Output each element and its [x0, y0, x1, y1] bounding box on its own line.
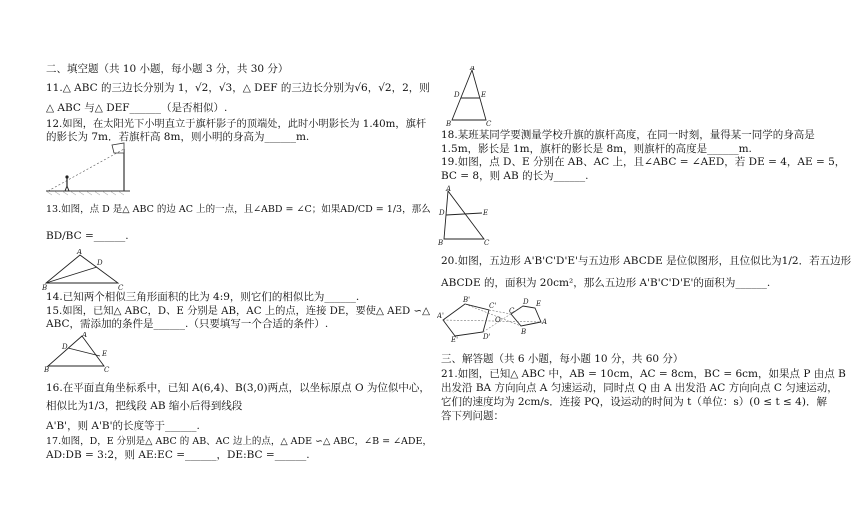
label-B: B [438, 239, 444, 247]
label-A: A [82, 332, 88, 339]
label-E: E [483, 209, 489, 217]
q17-line1: 17.如图，D，E 分别是△ ABC 的 AB、AC 边上的点，△ ADE ∽△ ABC，∠B = ∠ADE， [46, 436, 432, 447]
q16-line3: A'B'，则 A'B'的长度等于______. [46, 420, 200, 432]
q21-line2: 出发沿 BA 方向向点 A 匀速运动，同时点 Q 由 A 出发沿 AC 方向向点 C 匀速运动， [441, 382, 838, 394]
flagpole-figure [44, 141, 134, 197]
q19-line2: BC = 8，则 AB 的长为______. [441, 170, 589, 182]
q16-line2: 相似比为1/3，把线段 AB 缩小后得到线段 [46, 400, 243, 412]
q18-line1: 18.某班某同学要测量学校升旗的旗杆高度，在同一时刻，量得某一同学的身高是 [441, 129, 815, 141]
label-D: D [523, 298, 529, 306]
label-B: B [42, 284, 48, 291]
label-E: E [481, 91, 487, 99]
q12-line2: 的影长为 7m．若旗杆高 8m，则小明的身高为______m. [46, 131, 310, 143]
q17-line2: AD:DB = 3:2，则 AE:EC =______，DE:BC =______. [46, 449, 310, 461]
q21-line4: 答下列问题： [441, 410, 504, 422]
q15-line2: ABC，需添加的条件是______.（只要填写一个合适的条件）. [46, 318, 329, 330]
triangle-figure-17 [444, 66, 494, 126]
label-B: B [521, 328, 527, 336]
label-D: D [439, 209, 445, 217]
label-C: C [484, 239, 490, 247]
q11-line1: 11.△ ABC 的三边长分别为 1，√2，√3，△ DEF 的三边长分别为√6，√2，2，则 [46, 82, 430, 94]
label-D: D [454, 91, 460, 99]
label-C: C [104, 366, 110, 372]
label-A: A [470, 66, 476, 72]
q18-line2: 1.5m，影长是 1m，旗杆的影长是 8m，则旗杆的高度是______m. [441, 143, 752, 155]
label-B-prime: B' [463, 296, 471, 304]
label-O: O [495, 316, 501, 324]
label-A: A [446, 185, 452, 193]
label-C: C [509, 307, 515, 315]
q13-line2: BD/BC =______. [46, 230, 129, 242]
q14-line1: 14.已知两个相似三角形面积的比为 4:9，则它们的相似比为______. [46, 291, 360, 303]
label-A: A [77, 249, 83, 256]
q12-line1: 12.如图，在太阳光下小明直立于旗杆影子的顶端处，此时小明影长为 1.40m，旗杆 [46, 118, 427, 130]
triangle-figure-19 [438, 185, 494, 247]
q15-line1: 15.如图，已知△ ABC，D、E 分别是 AB，AC 上的点，连接 DE，要使△ AED ∽△ [46, 305, 430, 317]
q21-line3: 它们的速度均为 2cm/s．连接 PQ，设运动的时间为 t（单位：s）(0 ≤ t ≤ 4)．解 [441, 396, 827, 408]
label-A: A [542, 318, 548, 326]
label-D-prime: D' [483, 333, 491, 341]
label-C: C [118, 284, 124, 291]
section2-heading: 二、填空题（共 10 小题，每小题 3 分，共 30 分） [46, 63, 289, 75]
q20-line1: 20.如图，五边形 A'B'C'D'E'与五边形 ABCDE 是位似图形，且位似比为1/2．若五边形 [441, 255, 852, 267]
q11-line2: △ ABC 与△ DEF______（是否相似）. [46, 102, 228, 114]
label-E-prime: E' [451, 336, 459, 342]
label-A-prime: A' [437, 312, 444, 320]
q13-line1: 13.如图，点 D 是△ ABC 的边 AC 上的一点，且∠ABD = ∠C；如果AD/CD = 1/3，那么 [46, 204, 431, 215]
label-C-prime: C' [489, 302, 497, 310]
q20-line2: ABCDE 的，面积为 20cm²，那么五边形 A'B'C'D'E'的面积为______. [441, 277, 771, 289]
q16-line1: 16.在平面直角坐标系中，已知 A(6,4)、B(3,0)两点，以坐标原点 O 为位似中心， [46, 382, 430, 394]
label-E: E [102, 350, 108, 358]
triangle-figure-13 [42, 249, 126, 291]
label-B: B [44, 366, 50, 372]
label-D: D [62, 343, 68, 351]
label-C: C [486, 120, 492, 126]
pentagon-figure-20 [437, 294, 553, 342]
label-D: D [97, 259, 103, 267]
label-B: B [446, 120, 452, 126]
label-E: E [536, 300, 542, 308]
triangle-figure-15 [44, 332, 114, 372]
q21-line1: 21.如图，已知△ ABC 中，AB = 10cm，AC = 8cm，BC = 6cm，如果点 P 由点 B [441, 368, 846, 380]
q19-line1: 19.如图，点 D、E 分别在 AB、AC 上，且∠ABC = ∠AED，若 DE = 4，AE = 5， [441, 156, 846, 168]
section3-heading: 三、解答题（共 6 小题，每小题 10 分，共 60 分） [441, 353, 684, 365]
